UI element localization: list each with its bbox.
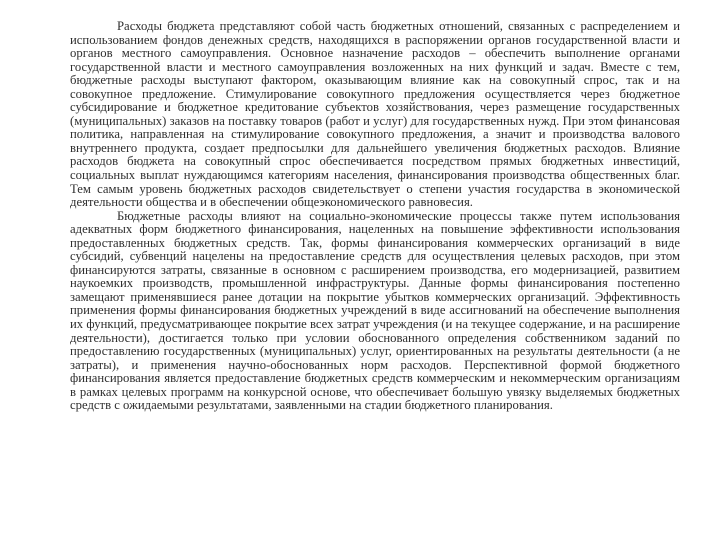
document-page — [70, 20, 680, 535]
paragraph-budget-expenditures-definition: Расходы бюджета представляют собой часть бюджетных отношений, связанных с распределением и использованием фондов денежных средств, находящихся в распоряжении органов государственной власти и органов местного самоуправления. Основное назначение расходов – обеспечить выполнение органами государственной власти и местного самоуправления возложенных на них функций и задач. Вместе с тем, бюджетные расходы выступают фактором, оказывающим влияние как на совокупный спрос, так и на совокупное предложение. Стимулирование совокупного предложения осуществляется через бюджетное субсидирование и бюджетное кредитование субъектов хозяйствования, через размещение государственных (муниципальных) заказов на поставку товаров (работ и услуг) для государственных нужд. При этом финансовая политика, направленная на стимулирование совокупного предложения, а значит и производства валового внутреннего продукта, создает предпосылки для дальнейшего увеличения бюджетных расходов. Влияние расходов бюджета на совокупный спрос обеспечивается посредством прямых бюджетных инвестиций, социальных выплат нуждающимся категориям населения, финансирования производства общественных благ. Тем самым уровень бюджетных расходов свидетельствует о степени участия государства в экономической деятельности общества и в обеспечении общеэкономического равновесия. — [70, 20, 680, 210]
paragraph-budget-financing-forms: Бюджетные расходы влияют на социально-экономические процессы также путем использования адекватных форм бюджетного финансирования, нацеленных на повышение эффективности использования предоставленных бюджетных средств. Так, формы финансирования коммерческих организаций в виде субсидий, субвенций нацелены на предоставление средств для осуществления целевых расходов, при этом финансируются затраты, связанные в основном с расширением производства, его модернизацией, развитием наукоемких производств, промышленной инфраструктуры. Данные формы финансирования постепенно замещают применявшиеся ранее дотации на покрытие убытков коммерческих организаций. Эффективность применения формы финансирования бюджетных учреждений в виде ассигнований на обеспечение выполнения их функций, предусматривающее покрытие всех затрат учреждения (и на текущее содержание, и на расширение деятельности), достигается только при условии обоснованного определения собственником заданий по предоставлению государственных (муниципальных) услуг, ориентированных на результаты деятельности (а не затраты), и применения научно-обоснованных норм расходов. Перспективной формой бюджетного финансирования является предоставление бюджетных средств коммерческим и некоммерческим организациям в рамках целевых программ на конкурсной основе, что обеспечивает большую увязку выделяемых бюджетных средств с ожидаемыми результатами, заявленными на стадии бюджетного планирования. — [70, 208, 680, 413]
